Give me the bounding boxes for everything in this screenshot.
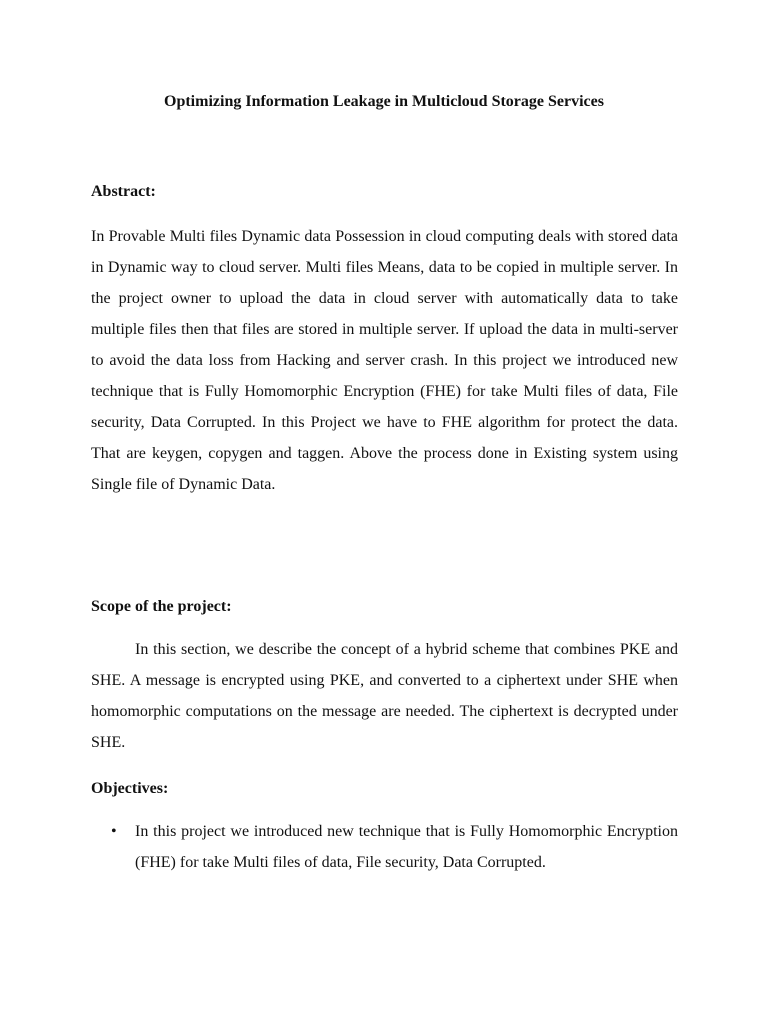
document-title: Optimizing Information Leakage in Multicloud Storage Services [164, 93, 604, 110]
abstract-heading: Abstract: [91, 183, 156, 200]
abstract-paragraph: In Provable Multi files Dynamic data Possession in cloud computing deals with stored data in Dynamic way to cloud server. Multi files Means, data to be copied in multiple server. In the project owner to upload the data in cloud server with automatically data to take multiple files then that files are stored in multiple server. If upload the data in multi-server to avoid the data loss from Hacking and server crash. In this project we introduced new technique that is Fully Homomorphic Encryption (FHE) for take Multi files of data, File security, Data Corrupted. In this Project we have to FHE algorithm for protect the data. That are keygen, copygen and taggen. Above the process done in Existing system using Single file of Dynamic Data. [91, 228, 678, 493]
scope-heading: Scope of the project: [91, 598, 232, 615]
objectives-list-item [91, 816, 678, 878]
objectives-list [91, 816, 678, 878]
scope-paragraph: In this section, we describe the concept of a hybrid scheme that combines PKE and SHE. A message is encrypted using PKE, and converted to a ciphertext under SHE when homomorphic computations on the message are needed. The ciphertext is decrypted under SHE. [91, 641, 678, 751]
objectives-heading: Objectives: [91, 780, 169, 797]
bullet-icon: • [111, 823, 117, 840]
objective-text: In this project we introduced new technique that is Fully Homomorphic Encryption (FHE) for take Multi files of data, File security, Data Corrupted. [135, 823, 678, 871]
